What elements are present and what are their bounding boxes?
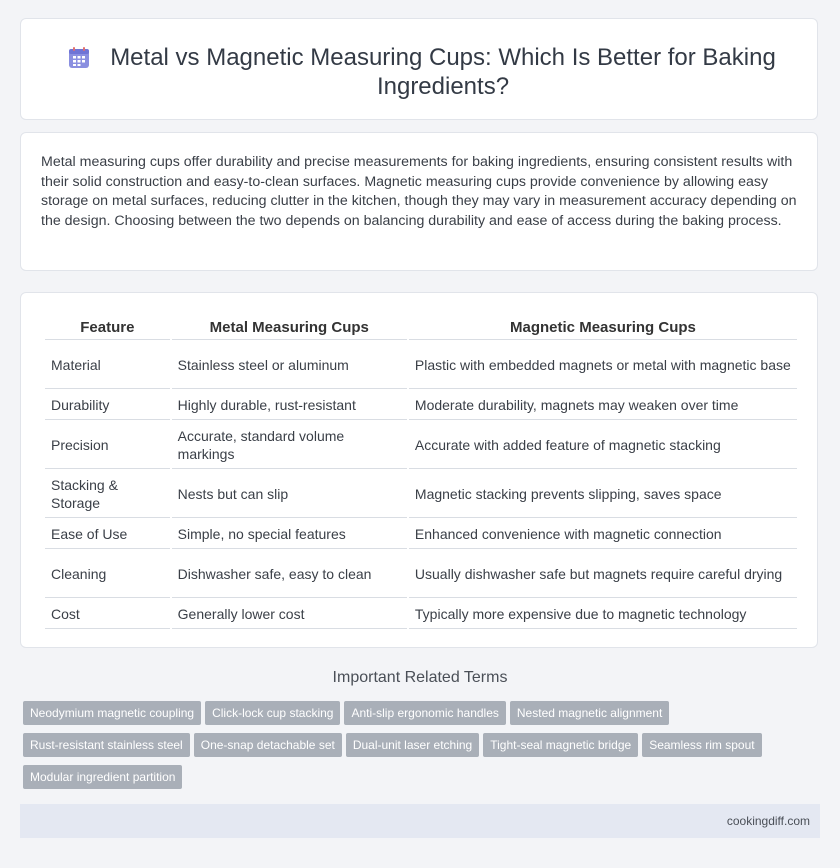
table-cell: Highly durable, rust-resistant — [172, 391, 407, 420]
column-header-metal: Metal Measuring Cups — [172, 317, 407, 340]
related-term-tag[interactable]: Anti-slip ergonomic handles — [344, 701, 505, 725]
related-term-tag[interactable]: Dual-unit laser etching — [346, 733, 479, 757]
footer-site-link[interactable]: cookingdiff.com — [726, 814, 810, 828]
table-row — [45, 551, 797, 598]
table-cell: Simple, no special features — [172, 520, 407, 549]
table-cell: Stacking & Storage — [45, 471, 170, 518]
related-term-tag[interactable]: Tight-seal magnetic bridge — [483, 733, 638, 757]
page-title: Metal vs Magnetic Measuring Cups: Which Is Better for Baking Ingredients? — [110, 44, 776, 100]
related-term-tag[interactable]: Modular ingredient partition — [23, 765, 182, 789]
table-header-row — [45, 317, 797, 340]
table-cell: Usually dishwasher safe but magnets require careful drying — [409, 551, 797, 598]
table-cell: Precision — [45, 422, 170, 469]
table-cell: Stainless steel or aluminum — [172, 342, 407, 389]
intro-card — [20, 132, 818, 271]
comparison-table — [43, 315, 799, 631]
column-header-feature: Feature — [45, 317, 170, 340]
table-cell: Ease of Use — [45, 520, 170, 549]
related-term-tag[interactable]: Rust-resistant stainless steel — [23, 733, 190, 757]
related-term-tag[interactable]: Seamless rim spout — [642, 733, 761, 757]
table-cell: Dishwasher safe, easy to clean — [172, 551, 407, 598]
related-terms-list — [23, 701, 813, 797]
table-cell: Generally lower cost — [172, 600, 407, 629]
table-cell: Plastic with embedded magnets or metal with magnetic base — [409, 342, 797, 389]
table-cell: Cost — [45, 600, 170, 629]
header-card — [20, 18, 818, 120]
table-cell: Typically more expensive due to magnetic technology — [409, 600, 797, 629]
footer-bar — [20, 804, 820, 838]
table-cell: Material — [45, 342, 170, 389]
table-cell: Cleaning — [45, 551, 170, 598]
intro-paragraph: Metal measuring cups offer durability and precise measurements for baking ingredients, ensuring consistent results with their solid construction and easy-to-clean surfaces. Magnetic measuring cups provide convenience by allowing easy storage on metal surfaces, reducing clutter in the kitchen, though they may vary in measurement accuracy depending on the design. Choosing between the two depends on balancing durability and ease of access during the baking process. — [41, 154, 797, 229]
table-cell: Enhanced convenience with magnetic connection — [409, 520, 797, 549]
table-cell: Accurate with added feature of magnetic stacking — [409, 422, 797, 469]
table-row — [45, 471, 797, 518]
related-terms-heading: Important Related Terms — [332, 669, 508, 686]
table-row — [45, 391, 797, 420]
table-cell: Moderate durability, magnets may weaken over time — [409, 391, 797, 420]
table-cell: Accurate, standard volume markings — [172, 422, 407, 469]
related-term-tag[interactable]: Neodymium magnetic coupling — [23, 701, 201, 725]
table-row — [45, 520, 797, 549]
related-term-tag[interactable]: One-snap detachable set — [194, 733, 342, 757]
table-row — [45, 342, 797, 389]
related-term-tag[interactable]: Click-lock cup stacking — [205, 701, 340, 725]
related-term-tag[interactable]: Nested magnetic alignment — [510, 701, 669, 725]
table-cell: Durability — [45, 391, 170, 420]
column-header-magnetic: Magnetic Measuring Cups — [409, 317, 797, 340]
table-row — [45, 600, 797, 629]
table-cell: Nests but can slip — [172, 471, 407, 518]
comparison-table-card — [20, 292, 818, 648]
table-row — [45, 422, 797, 469]
table-cell: Magnetic stacking prevents slipping, saves space — [409, 471, 797, 518]
